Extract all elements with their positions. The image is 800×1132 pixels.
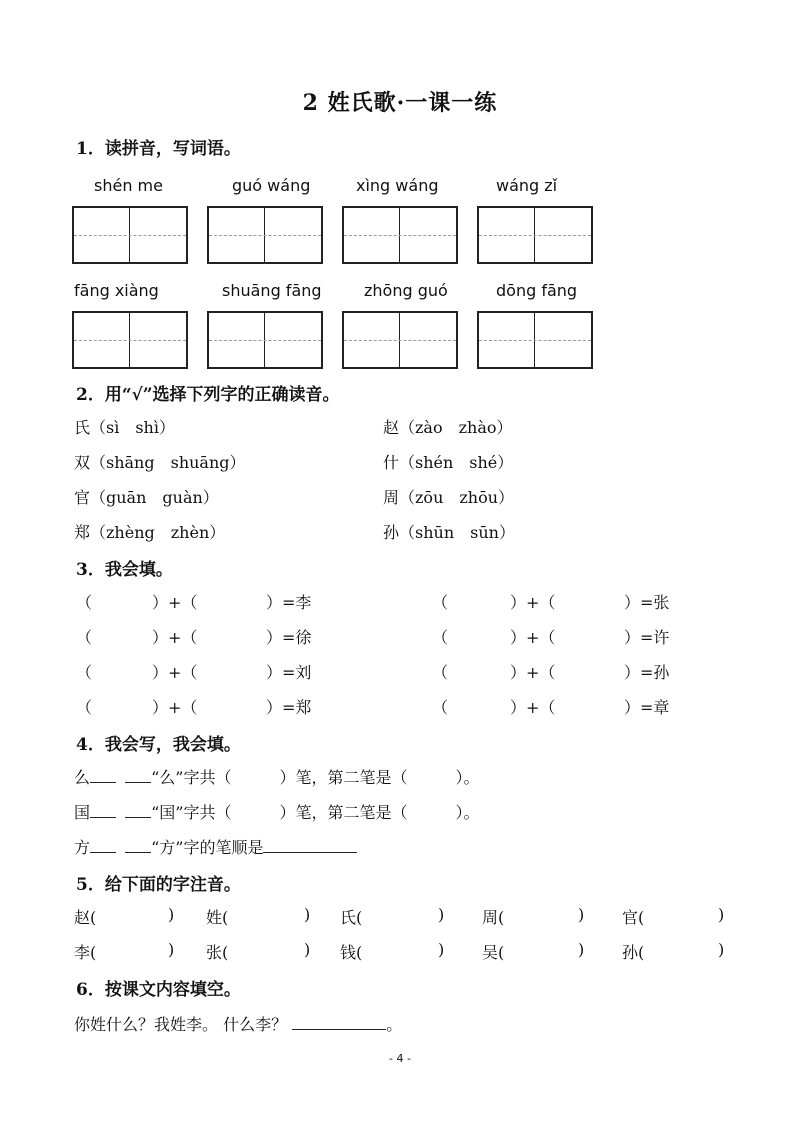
section-4-heading: 4．我会写，我会填。 [76, 735, 241, 755]
sentence-text: 你姓什么？我姓李。 什么李？ [74, 1015, 288, 1034]
plus-sign: ）+（ [510, 593, 556, 612]
result-char: ）=刘 [266, 663, 312, 682]
plus-sign: ）+（ [510, 628, 556, 647]
pinyin-label: xìng wáng [356, 176, 439, 195]
blank-line[interactable] [125, 838, 151, 853]
paren-close: ) [718, 940, 725, 959]
paren-close: ) [438, 940, 445, 959]
pinyin-item[interactable]: 吴( [482, 943, 505, 962]
blank-line[interactable] [125, 803, 151, 818]
paren-open: （ [432, 628, 449, 647]
pinyin-item[interactable]: 李( [74, 943, 97, 962]
char: 国 [74, 803, 91, 822]
writing-grid[interactable] [342, 311, 458, 369]
result-char: ）=徐 [266, 628, 312, 647]
writing-grid[interactable] [207, 311, 323, 369]
question-text: ）。 [455, 803, 480, 822]
blank-line[interactable] [90, 838, 116, 853]
pinyin-label: fāng xiàng [74, 281, 159, 300]
reading-option[interactable]: 氏（sì shì） [74, 418, 175, 437]
reading-option[interactable]: 什（shén shé） [383, 453, 514, 472]
paren-open: （ [76, 593, 93, 612]
result-char: ）=许 [624, 628, 670, 647]
question-text: ）。 [455, 768, 480, 787]
pinyin-label: zhōng guó [364, 281, 448, 300]
plus-sign: ）+（ [152, 663, 198, 682]
paren-close: ) [168, 905, 175, 924]
writing-grid[interactable] [477, 311, 593, 369]
paren-open: （ [432, 593, 449, 612]
pinyin-label: wáng zǐ [496, 176, 558, 195]
pinyin-label: shén me [94, 176, 163, 195]
paren-close: ) [438, 905, 445, 924]
plus-sign: ）+（ [152, 593, 198, 612]
paren-open: （ [432, 698, 449, 717]
result-char: ）=孙 [624, 663, 670, 682]
writing-grid[interactable] [477, 206, 593, 264]
reading-option[interactable]: 赵（zào zhào） [383, 418, 513, 437]
blank-line[interactable] [90, 768, 116, 783]
pinyin-item[interactable]: 钱( [340, 943, 363, 962]
question-text: “方”字的笔顺是 [151, 838, 264, 857]
paren-open: （ [76, 663, 93, 682]
section-5-heading: 5．给下面的字注音。 [76, 875, 241, 895]
pinyin-item[interactable]: 姓( [206, 908, 229, 927]
stroke-question [74, 765, 480, 788]
section-2-heading: 2．用“√”选择下列字的正确读音。 [76, 385, 340, 405]
paren-open: （ [432, 663, 449, 682]
reading-option[interactable]: 周（zōu zhōu） [383, 488, 515, 507]
reading-option[interactable]: 孙（shūn sūn） [383, 523, 515, 542]
blank-line[interactable] [90, 803, 116, 818]
plus-sign: ）+（ [510, 663, 556, 682]
char: 么 [74, 768, 91, 787]
result-char: ）=李 [266, 593, 312, 612]
writing-grid[interactable] [72, 206, 188, 264]
paren-close: ) [578, 940, 585, 959]
question-text: “么”字共（ [151, 768, 232, 787]
writing-grid[interactable] [72, 311, 188, 369]
pinyin-label: shuāng fāng [222, 281, 322, 300]
reading-option[interactable]: 郑（zhèng zhèn） [74, 523, 226, 542]
section-3-heading: 3．我会填。 [76, 560, 173, 580]
char: 方 [74, 838, 91, 857]
pinyin-item[interactable]: 氏( [340, 908, 363, 927]
paren-close: ) [168, 940, 175, 959]
pinyin-label: guó wáng [232, 176, 311, 195]
stroke-order-question [74, 835, 357, 858]
result-char: ）=郑 [266, 698, 312, 717]
pinyin-item[interactable]: 周( [482, 908, 505, 927]
writing-grid[interactable] [342, 206, 458, 264]
pinyin-item[interactable]: 张( [206, 943, 229, 962]
plus-sign: ）+（ [510, 698, 556, 717]
plus-sign: ）+（ [152, 698, 198, 717]
pinyin-item[interactable]: 赵( [74, 908, 97, 927]
page-number: - 4 - [389, 1052, 411, 1065]
page-title: 2 姓氏歌·一课一练 [302, 90, 498, 116]
sentence-end: 。 [386, 1015, 403, 1034]
paren-open: （ [76, 628, 93, 647]
paren-close: ) [718, 905, 725, 924]
blank-line[interactable] [263, 838, 357, 853]
blank-line[interactable] [125, 768, 151, 783]
reading-option[interactable]: 官（guān guàn） [74, 488, 219, 507]
paren-open: （ [76, 698, 93, 717]
plus-sign: ）+（ [152, 628, 198, 647]
fill-in-sentence [74, 1012, 402, 1035]
result-char: ）=章 [624, 698, 670, 717]
stroke-question [74, 800, 480, 823]
paren-close: ) [578, 905, 585, 924]
pinyin-item[interactable]: 官( [622, 908, 645, 927]
pinyin-item[interactable]: 孙( [622, 943, 645, 962]
section-1-heading: 1．读拼音，写词语。 [76, 139, 241, 159]
question-text: ）笔，第二笔是（ [279, 803, 408, 822]
section-6-heading: 6．按课文内容填空。 [76, 980, 241, 1000]
paren-close: ) [304, 905, 311, 924]
question-text: “国”字共（ [151, 803, 232, 822]
pinyin-label: dōng fāng [496, 281, 578, 300]
question-text: ）笔，第二笔是（ [279, 768, 408, 787]
answer-blank[interactable] [292, 1015, 386, 1030]
result-char: ）=张 [624, 593, 670, 612]
writing-grid[interactable] [207, 206, 323, 264]
paren-close: ) [304, 940, 311, 959]
reading-option[interactable]: 双（shāng shuāng） [74, 453, 246, 472]
